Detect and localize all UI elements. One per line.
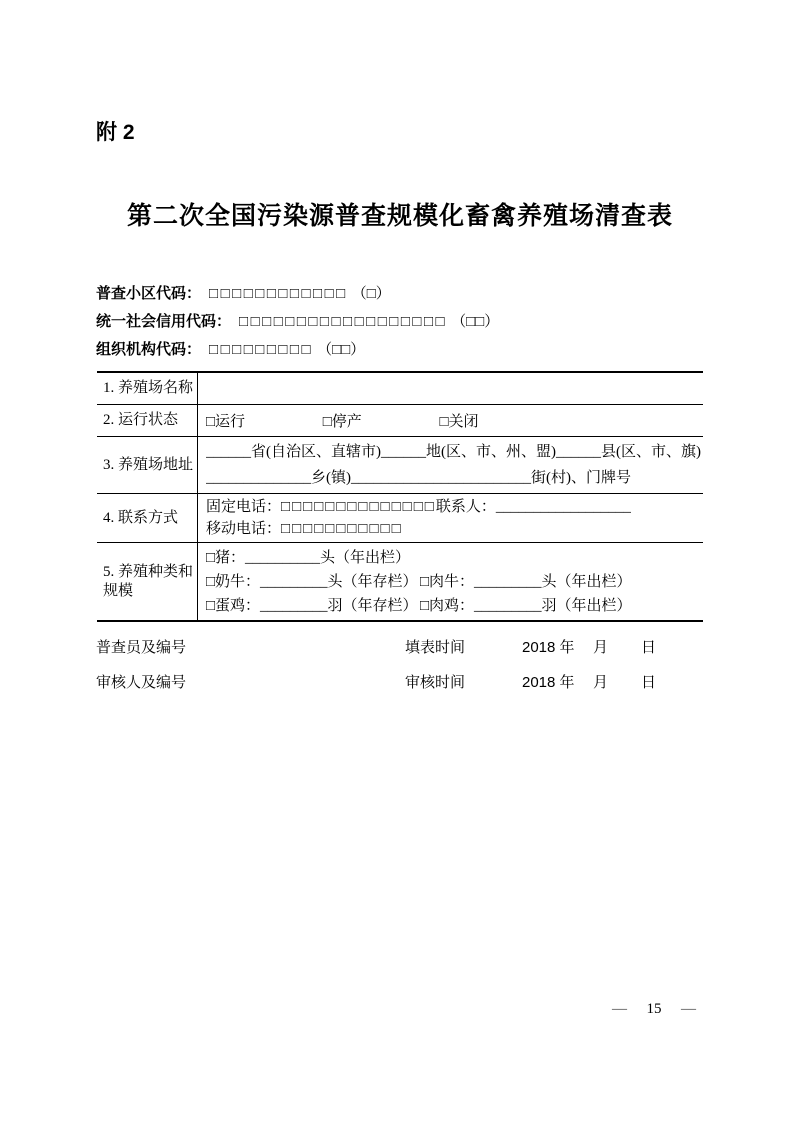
contact-info-cell <box>198 494 703 542</box>
address-line-township: ______________乡(镇)________________________街(村)、门牌号 <box>206 470 631 486</box>
operating-status-label: 2. 运行状态 <box>97 405 198 436</box>
laying-hen-option: □蛋鸡：_________羽（年存栏） <box>206 597 418 614</box>
org-code-suffix: （□□） <box>317 342 366 358</box>
livestock-type-scale-cell <box>198 543 703 620</box>
dairy-cattle-option: □奶牛：_________头（年存栏） <box>206 573 418 590</box>
review-time-month: 月 <box>593 674 609 691</box>
org-code-boxes: □□□□□□□□□ <box>209 342 314 358</box>
org-code-label: 组织机构代码： <box>96 341 202 358</box>
reviewer-label: 审核人及编号 <box>96 674 187 691</box>
table-row-farm-address <box>97 437 703 494</box>
census-taker-label: 普查员及编号 <box>96 639 187 656</box>
status-option-suspended: □停产 <box>322 414 362 430</box>
broiler-option: □肉鸡：_________羽（年出栏） <box>420 597 632 614</box>
beef-cattle-option: □肉牛：_________头（年出栏） <box>420 573 632 590</box>
contact-info-label: 4. 联系方式 <box>97 494 198 542</box>
credit-code-label: 统一社会信用代码： <box>96 313 232 330</box>
table-row-livestock-type-scale <box>97 543 703 620</box>
page-number: 15 <box>646 1001 662 1017</box>
census-block-code-line <box>96 280 736 308</box>
credit-code-suffix: （□□） <box>451 314 500 330</box>
farm-address-label: 3. 养殖场地址 <box>97 437 198 493</box>
footer-right-dash: — <box>681 1001 696 1017</box>
pig-option: □猪：__________头（年出栏） <box>206 549 411 566</box>
fill-time-year: 2018 年 <box>522 639 575 656</box>
credit-code-boxes: □□□□□□□□□□□□□□□□□□ <box>239 314 448 330</box>
farm-name-value-cell <box>198 373 703 404</box>
footer-left-dash: — <box>612 1001 627 1017</box>
fill-time-label: 填表时间 <box>405 639 466 656</box>
mobile-phone-line <box>206 518 703 540</box>
contact-person-label: 联系人： <box>435 499 496 515</box>
review-time-year: 2018 年 <box>522 674 575 691</box>
farm-address-cell <box>198 437 703 493</box>
address-line-province: ______省(自治区、直辖市)______地(区、市、州、盟)______县(区、市、旗) <box>206 444 701 460</box>
fill-time-month: 月 <box>593 639 609 656</box>
table-row-farm-name <box>97 373 703 405</box>
review-time-label: 审核时间 <box>405 674 466 691</box>
livestock-type-scale-label: 5. 养殖种类和规模 <box>97 543 198 620</box>
table-row-contact-info <box>97 494 703 543</box>
census-block-code-boxes: □□□□□□□□□□□□ <box>209 286 348 302</box>
fill-time-day: 日 <box>641 639 657 656</box>
operating-status-options <box>198 405 703 436</box>
status-option-running: □运行 <box>206 414 246 430</box>
signoff-row-census-taker <box>96 636 716 658</box>
species-line-pig <box>206 546 703 570</box>
census-block-code-label: 普查小区代码： <box>96 285 202 302</box>
page-footer <box>612 1001 696 1018</box>
attachment-label: 附 2 <box>96 121 135 144</box>
fixed-phone-boxes: □□□□□□□□□□□□□□ <box>281 499 436 515</box>
page-title: 第二次全国污染源普查规模化畜禽养殖场清查表 <box>126 202 673 230</box>
table-row-operating-status <box>97 405 703 437</box>
status-option-closed: □关闭 <box>439 414 479 430</box>
fixed-phone-line <box>206 496 703 518</box>
credit-code-line <box>96 308 736 336</box>
review-time-day: 日 <box>641 674 657 691</box>
species-line-cattle <box>206 570 703 594</box>
mobile-phone-label: 移动电话： <box>206 521 282 537</box>
code-section <box>96 280 736 364</box>
contact-person-blank: __________________ <box>495 499 631 515</box>
org-code-line <box>96 336 736 364</box>
census-block-code-suffix: （□） <box>351 286 391 302</box>
fixed-phone-label: 固定电话： <box>206 499 282 515</box>
mobile-phone-boxes: □□□□□□□□□□□ <box>281 521 403 537</box>
form-table <box>97 371 703 622</box>
species-line-chicken <box>206 594 703 618</box>
signoff-row-reviewer <box>96 671 716 693</box>
farm-name-label: 1. 养殖场名称 <box>97 373 198 404</box>
